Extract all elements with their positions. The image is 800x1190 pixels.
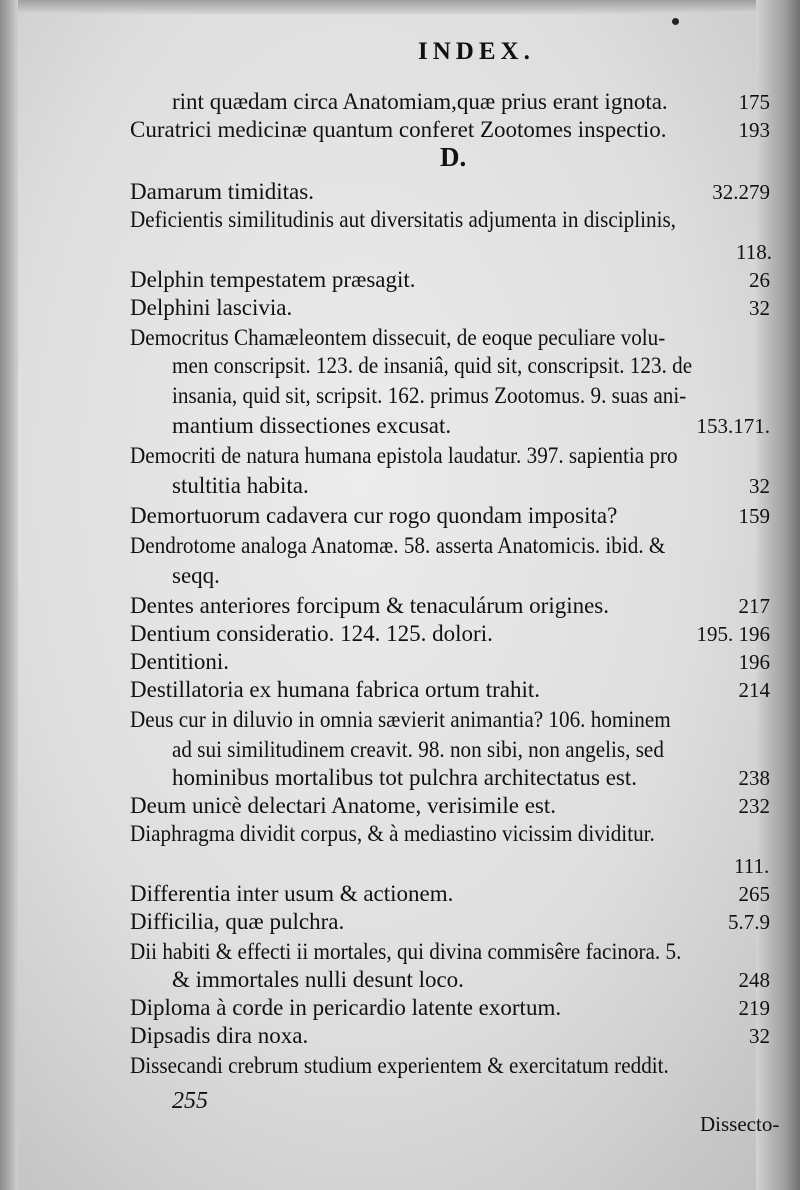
index-entry — [130, 792, 770, 820]
entry-text: Curatrici medicinæ quantum conferet Zootomes inspectio. — [130, 117, 667, 142]
entry-text: rint quædam circa Anatomiam,quæ prius erant ignota. — [172, 89, 668, 114]
entry-page: 193 — [738, 118, 770, 142]
index-entry-continuation — [172, 736, 770, 764]
entry-page: 217 — [738, 594, 770, 618]
entry-text: Delphini lascivia. — [130, 295, 293, 320]
index-entry — [130, 994, 770, 1022]
entry-page: 175 — [738, 90, 770, 114]
index-entry — [130, 1052, 770, 1080]
entry-text: mantium dissectiones excusat. — [172, 413, 452, 438]
entry-page: 26 — [749, 268, 770, 292]
index-entry-continuation — [172, 472, 770, 500]
entry-page: 265 — [738, 882, 770, 906]
entry-text: Dissecandi crebrum studium experientem & exercitatum reddit. — [130, 1053, 669, 1078]
entry-page: 248 — [738, 968, 770, 992]
index-entry-continuation — [172, 88, 770, 116]
entry-text: Dentitioni. — [130, 649, 230, 674]
entry-page: 219 — [738, 996, 770, 1020]
entry-text: Damarum timiditas. — [130, 179, 314, 204]
entry-page: 32 — [749, 474, 770, 498]
running-header: INDEX. — [418, 38, 535, 65]
index-entry-continuation — [172, 382, 770, 410]
page-number: 255 — [172, 1088, 208, 1114]
entry-page: 159 — [738, 504, 770, 528]
entry-text: Demortuorum cadavera cur rogo quondam imposita? — [130, 503, 618, 528]
entry-page: 118. — [736, 240, 772, 264]
entry-page: 196 — [738, 650, 770, 674]
catchword: Dissecto- — [700, 1112, 780, 1136]
entry-text: Deus cur in diluvio in omnia sævierit animantia? 106. hominem — [130, 707, 671, 732]
entry-text: Dentes anteriores forcipum & tenaculárum origines. — [130, 593, 610, 618]
index-entry — [130, 908, 770, 936]
index-entry — [130, 592, 770, 620]
entry-text: Dendrotome analoga Anatomæ. 58. asserta Anatomicis. ibid. & — [130, 533, 666, 558]
entry-text: seqq. — [172, 563, 220, 588]
entry-text: Democriti de natura humana epistola laudatur. 397. sapientia pro — [130, 443, 678, 468]
entry-text: Dentium consideratio. 124. 125. dolori. — [130, 621, 493, 646]
index-entry-continuation — [172, 352, 770, 380]
entry-text: Difficilia, quæ pulchra. — [130, 909, 345, 934]
index-entry-continuation — [172, 562, 770, 590]
index-entry — [130, 706, 770, 734]
entry-text: Deum unicè delectari Anatome, verisimile est. — [130, 793, 556, 818]
index-entry — [130, 116, 770, 144]
index-entry — [130, 820, 770, 848]
entry-text: Dipsadis dira noxa. — [130, 1023, 309, 1048]
index-entry — [130, 178, 770, 206]
index-entry — [130, 206, 770, 234]
page-edge-left — [0, 0, 18, 1190]
section-letter: D. — [440, 142, 467, 172]
entry-text: & immortales nulli desunt loco. — [172, 967, 464, 992]
entry-page: 195. 196 — [696, 622, 770, 646]
entry-text: stultitia habita. — [172, 473, 309, 498]
index-entry — [130, 880, 770, 908]
index-entry — [130, 620, 770, 648]
entry-text: Dii habiti & effecti ii mortales, qui divina commisêre facinora. 5. — [130, 939, 682, 964]
entry-text: ad sui similitudinem creavit. 98. non sibi, non angelis, sed — [172, 737, 664, 762]
entry-page: 214 — [738, 678, 770, 702]
index-entry — [130, 648, 770, 676]
index-entry — [130, 938, 770, 966]
index-entry — [130, 676, 770, 704]
index-entry — [130, 502, 770, 530]
entry-page: 111. — [734, 854, 770, 878]
index-entry — [130, 294, 770, 322]
entry-text: Differentia inter usum & actionem. — [130, 881, 454, 906]
entry-page: 32 — [749, 296, 770, 320]
index-entry — [130, 532, 770, 560]
index-entry-continuation — [172, 966, 770, 994]
index-entry — [130, 324, 770, 352]
entry-text: Deficientis similitudinis aut diversitatis adjumenta in disciplinis, — [130, 207, 676, 232]
index-entry — [130, 1022, 770, 1050]
entry-text: Delphin tempestatem præsagit. — [130, 267, 416, 292]
entry-text: Destillatoria ex humana fabrica ortum trahit. — [130, 677, 541, 702]
entry-page: 153.171. — [696, 414, 770, 438]
entry-page: 32.279 — [712, 180, 770, 204]
entry-page: 32 — [749, 1024, 770, 1048]
entry-page: 5.7.9 — [728, 910, 770, 934]
index-entry-continuation — [172, 412, 770, 440]
entry-text: hominibus mortalibus tot pulchra architectatus est. — [172, 765, 638, 790]
entry-page: 232 — [738, 794, 770, 818]
index-entry-continuation — [172, 764, 770, 792]
entry-page: 238 — [738, 766, 770, 790]
entry-text: insania, quid sit, scripsit. 162. primus Zootomus. 9. suas ani- — [172, 383, 687, 408]
entry-text: Democritus Chamæleontem dissecuit, de eoque peculiare volu- — [130, 325, 666, 350]
entry-text: Diaphragma dividit corpus, & à mediastino vicissim dividitur. — [130, 821, 655, 846]
entry-text: men conscripsit. 123. de insaniâ, quid sit, conscripsit. 123. de — [172, 353, 693, 378]
entry-text: Diploma à corde in pericardio latente exortum. — [130, 995, 562, 1020]
ink-spot — [672, 18, 679, 25]
page-edge-top — [0, 0, 800, 14]
index-entry — [130, 442, 770, 470]
index-entry — [130, 266, 770, 294]
